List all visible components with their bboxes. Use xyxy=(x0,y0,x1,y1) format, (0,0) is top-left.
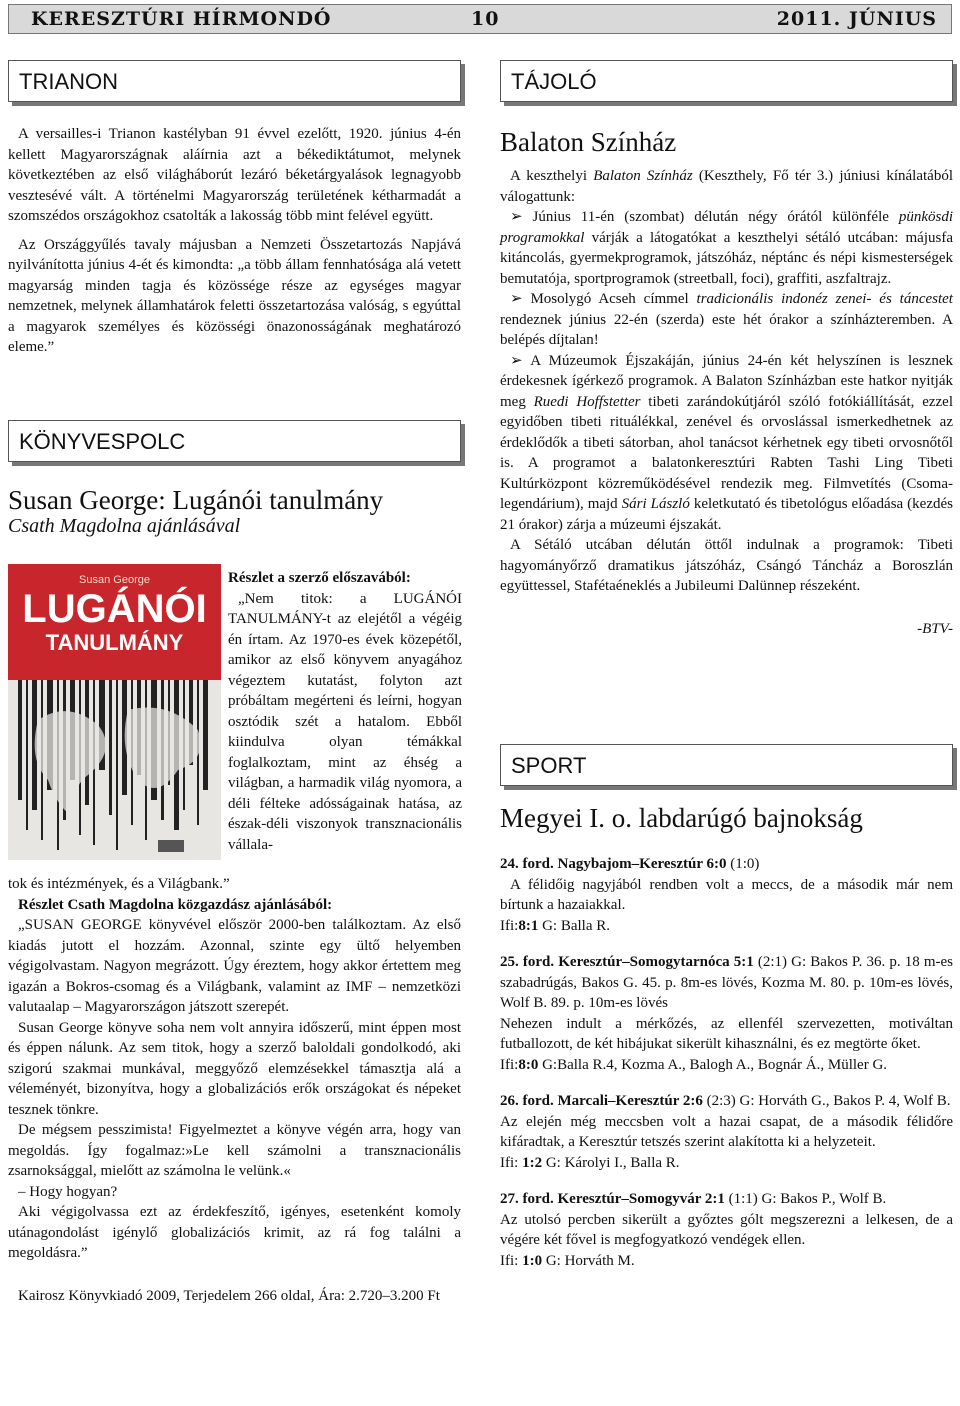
match-header: 24. ford. Nagybajom–Keresztúr 6:0 (1:0) xyxy=(500,856,760,872)
newspaper-title: KERESZTÚRI HÍRMONDÓ xyxy=(31,8,332,30)
trianon-article xyxy=(8,124,461,358)
sport-heading: SPORT xyxy=(500,744,953,786)
barcode-map-graphic xyxy=(8,680,221,860)
excerpt-text: „Nem titok: a LUGÁNÓI TANULMÁNY-t az elejétől a végéig én írtam. Az 1970-es évek közepétől, amikor az első könyvem anyagához végeztem kutatást, folyton azt próbáltam megérteni és leírni, hogyan osztódik szét a hatalom. Ebből kiindulva olyan témákkal foglalkoztam, mint az éhség a világban, a harmadik világ nyomora, a déli félteke adósságainak hatása, az észak-déli viszonyok transznacionális vállala- xyxy=(228,590,462,853)
tajolo-title: Balaton Színház xyxy=(500,127,677,157)
publication-info: Kairosz Könyvkiadó 2009, Terjedelem 266 oldal, Ára: 2.720–3.200 Ft xyxy=(18,1287,440,1304)
book-review-subtitle: Csath Magdolna ajánlásával xyxy=(8,515,241,537)
match-text: Nehezen indult a mérkőzés, az ellenfél szervezetten, motiváltan futballozott, de két hibájukat sikerült kihasználni, és ez megtörte őket. xyxy=(500,1015,953,1052)
book-cover-image xyxy=(8,564,221,860)
review-paragraph: De mégsem pesszimista! Figyelmeztet a könyve végén arra, hogy van megoldás. Így fogalmaz:»Le kell számolni a transznacionális zsarnoksággal, mielőtt az számolna le velünk.« xyxy=(8,1122,461,1179)
page-number: 10 xyxy=(471,8,500,30)
match-text: A félidőig nagyjából rendben volt a meccs, de a második már nem bírtunk a hazaiakkal. xyxy=(500,876,953,913)
sport-article xyxy=(500,802,953,1271)
match-report xyxy=(500,1091,953,1173)
csath-heading: Részlet Csath Magdolna közgazdász ajánlásából: xyxy=(18,896,333,913)
arrow-bullet-icon: ➢ xyxy=(510,352,531,369)
match-report xyxy=(500,1189,953,1271)
tajolo-item: ➢ A Múzeumok Éjszakáján, június 24-én két helyszínen is lesznek érdekesnek ígérkező programok. A Balaton Színházban este hatkor nyitják meg Ruedi Hoffstetter tibeti zarándokútjáról szóló fotókiállítását, ezzel egyidőben tibeti rituálékkal, zenével és orvoslással ismerkedhetnek az érdeklődők a tibeti sátorban, ahol tanácsot kérhetnek egy tibeti orvosnőtől is. A programot a balatonkeresztúri Rabten Tashi Ling Tibeti Kultúrközpont közreműködésével rendezik meg. Filmvetítés (Csoma-legendárium), majd Sári László keletkutató és tibetológus előadása (kezdés 21 órakor) zárja a múzeumi éjszakát. xyxy=(500,352,953,533)
excerpt-heading: Részlet a szerző előszavából: xyxy=(228,570,411,586)
author-excerpt xyxy=(228,568,462,855)
match-text: Az utolsó percben sikerült a győztes gólt megszerezni a lelkesen, de a végére két fővel is megfogyatkozó vendégek ellen. xyxy=(500,1211,953,1248)
book-review-title: Susan George: Lugánói tanulmány xyxy=(8,485,384,515)
match-report xyxy=(500,854,953,936)
match-text: Az elején még meccsben volt a hazai csapat, de a második félidőre kifáradtak, a Keresztúr tetszés szerint alakította ki a helyzeteit. xyxy=(500,1113,953,1150)
excerpt-text-end: tok és intézmények, és a Világbank.” xyxy=(8,876,230,892)
youth-result: Ifi: 1:0 G: Horváth M. xyxy=(500,1252,635,1269)
review-paragraph: „SUSAN GEORGE könyvével először 2000-ben találkoztam. Az első kiadás jutott el hozzám. Azonnal, szinte egy ültő helyemben végigolvastam. Nagyon megrázott. Úgy éreztem, hogy akkor értettem meg igazán a Bokros-csomag és a Világbank, valamint az IMF – nemzetközi valutaalap – Magyarországon játszott szerepét. xyxy=(8,917,461,1015)
page-header xyxy=(8,4,952,34)
book-title-block xyxy=(8,484,461,537)
youth-result: Ifi:8:1 G: Balla R. xyxy=(500,917,610,934)
tajolo-article xyxy=(500,126,953,639)
youth-result: Ifi:8:0 G:Balla R.4, Kozma A., Balogh A., Bognár Á., Müller G. xyxy=(500,1056,888,1073)
youth-result: Ifi: 1:2 G: Károlyi I., Balla R. xyxy=(500,1154,680,1171)
sport-title: Megyei I. o. labdarúgó bajnokság xyxy=(500,803,863,833)
issue-date: 2011. JÚNIUS xyxy=(776,8,937,30)
review-paragraph: Susan George könyve soha nem volt annyira időszerű, mint éppen most és éppen nálunk. Az sem titok, hogy a szerző baloldali gondolkodó, aki szigorú szakmai munkával, meggyőző elemzésekkel támasztja alá a véleményét, bizonyítva, hogy a globalizációs erők országokat és népeket tesznek tönkre. xyxy=(8,1019,461,1118)
trianon-paragraph: Az Országgyűlés tavaly májusban a Nemzeti Összetartozás Napjává nyilvánította június 4-ét és kimondta: „a több állam fennhatósága alá vetett magyarság minden tagja és közössége része az egységes magyar nemzetnek, melynek államhatárok feletti összetartozása valóság, s egyúttal a magyarok személyes és közösségi önazonosságának meghatározó eleme.” xyxy=(8,236,461,355)
review-paragraph: Aki végigolvassa ezt az érdekfeszítő, igényes, esetenként komoly utánagondolást igénylő globalizációs krimit, az rá fog találni a megoldásra.” xyxy=(8,1204,461,1261)
tajolo-item: ➢ Mosolygó Acseh címmel tradicionális indonéz zenei- és táncestet rendeznek június 22-én (szerda) este hét órakor a színházteremben. A belépés díjtalan! xyxy=(500,291,953,348)
tajolo-paragraph: A Sétáló utcában délután öttől indulnak a programok: Tibeti hagyományőrző dramatikus játszóház, Csángó Táncház a Boroszlán együttessel, Stafétaéneklés a Jubileumi Dalünnep részeként. xyxy=(500,537,953,594)
tajolo-intro: A keszthelyi Balaton Színház (Keszthely, Fő tér 3.) júniusi kínálatából válogattunk: xyxy=(500,168,953,205)
tajolo-item: ➢ Június 11-én (szombat) délután négy órától különféle pünkösdi programokkal várják a látogatókat a keszthelyi sétáló utcában: májusfa kitáncolás, gyermekprogramok, játszóház, néptánc és népi kismesterségek bemutatója, sportprogramok (streetball, foci), graffiti, aszfaltrajz. xyxy=(500,209,953,287)
trianon-paragraph: A versailles-i Trianon kastélyban 91 évvel ezelőtt, 1920. június 4-én kellett Magyarországnak aláírnia azt a békediktátumot, melynek következtében az első világháborút lezáró béketárgyalások legnagyobb vesztesévé vált. A történelmi Magyarország területének kétharmadát a szomszédos országokhoz csatolták a lakosság több mint felével együtt. xyxy=(8,126,461,224)
tajolo-heading: TÁJOLÓ xyxy=(500,60,953,102)
review-paragraph: – Hogy hogyan? xyxy=(18,1183,118,1200)
book-cover-subtitle: TANULMÁNY xyxy=(45,630,184,655)
book-cover-title: LUGÁNÓI xyxy=(22,587,207,631)
trianon-heading: TRIANON xyxy=(8,60,461,102)
match-report xyxy=(500,952,953,1075)
konyvespolc-heading: KÖNYVESPOLC xyxy=(8,420,461,462)
signature: -BTV- xyxy=(917,620,953,637)
match-header: 26. ford. Marcali–Keresztúr 2:6 (2:3) G: Horváth G., Bakos P. 4, Wolf B. xyxy=(500,1093,951,1109)
match-header: 27. ford. Keresztúr–Somogyvár 2:1 (1:1) G: Bakos P., Wolf B. xyxy=(500,1191,887,1207)
arrow-bullet-icon: ➢ xyxy=(510,209,533,225)
book-review-body xyxy=(8,874,461,1306)
match-header: 25. ford. Keresztúr–Somogytarnóca 5:1 (2:1) G: Bakos P. 36. p. 18 m-es szabadrúgás, Bakos G. 45. p. 8m-es lövés, Kozma M. 80. p. 10m-es lövés, Wolf B. 89. p. 10m-es lövés xyxy=(500,954,954,1011)
book-cover-author: Susan George xyxy=(79,574,150,586)
arrow-bullet-icon: ➢ xyxy=(510,291,531,307)
